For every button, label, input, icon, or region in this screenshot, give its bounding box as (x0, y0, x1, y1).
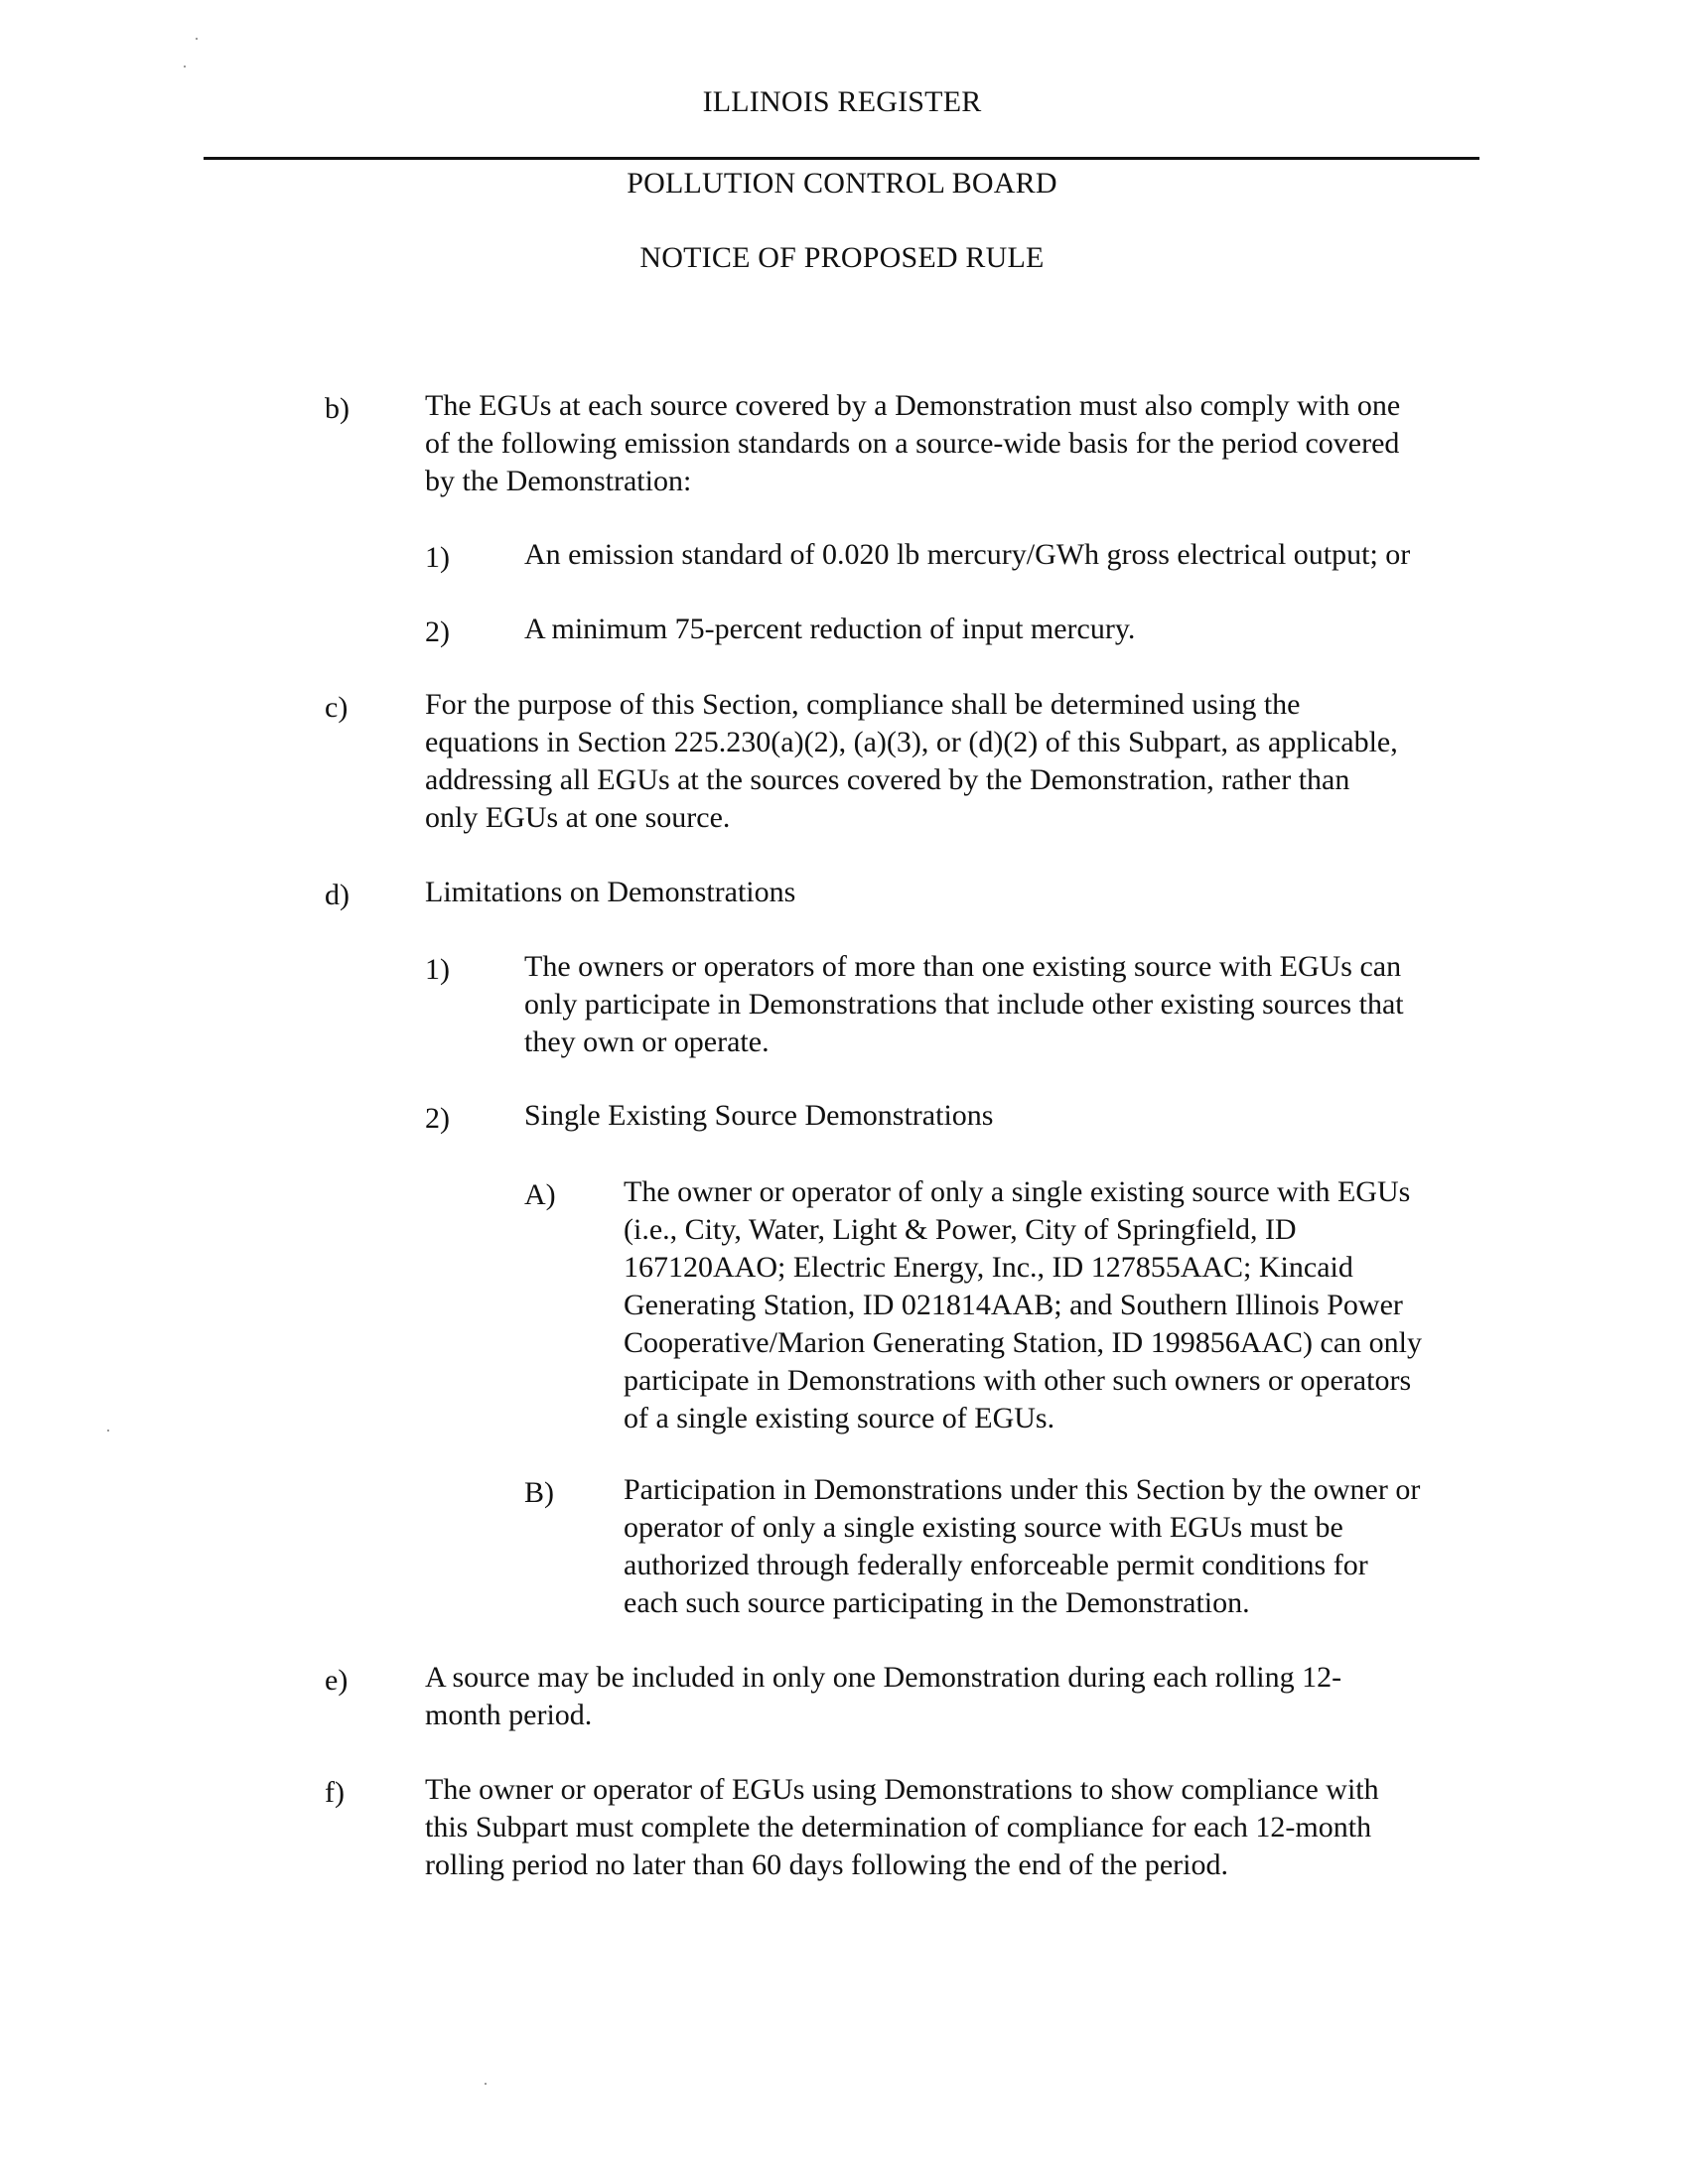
section-d-subitem-a-label: A) (524, 1178, 556, 1211)
section-e-text: A source may be included in only one Demonstration during each rolling 12- month period. (425, 1661, 1342, 1731)
notice-title: NOTICE OF PROPOSED RULE (639, 241, 1045, 274)
section-d-text: Limitations on Demonstrations (425, 876, 796, 908)
section-f-text: The owner or operator of EGUs using Demonstrations to show compliance with this Subpart must complete the determination of compliance for each 12-month rolling period no later than 60 days following the end of the period. (425, 1773, 1379, 1881)
board-title: POLLUTION CONTROL BOARD (627, 167, 1057, 200)
section-b-item-2-text: A minimum 75-percent reduction of input mercury. (524, 613, 1136, 645)
section-b-item-1-label: 1) (425, 541, 450, 574)
section-c-label: c) (325, 691, 349, 724)
section-b-item-1-text: An emission standard of 0.020 lb mercury/GWh gross electrical output; or (524, 538, 1411, 571)
section-d-item-2-text: Single Existing Source Demonstrations (524, 1099, 994, 1132)
scan-speck (196, 38, 198, 40)
section-d-subitem-a-text: The owner or operator of only a single existing source with EGUs (i.e., City, Water, Light & Power, City of Springfield, ID 167120AAO; Electric Energy, Inc., ID 127855AAC; Kincaid Generating Station, ID 021814AAB; and Southern Illinois Power Cooperative/Marion Generating Station, ID 199856AAC) can only participate in Demonstrations with other such owners or operators of a single existing source of EGUs. (624, 1175, 1422, 1434)
scan-speck (107, 1430, 109, 1432)
section-d-item-1-text: The owners or operators of more than one existing source with EGUs can only participate in Demonstrations that include other existing sources that they own or operate. (524, 950, 1404, 1058)
section-f-label: f) (325, 1776, 345, 1809)
scan-speck (184, 66, 186, 68)
section-d-subitem-b-label: B) (524, 1476, 554, 1509)
section-c-text: For the purpose of this Section, compliance shall be determined using the equations in Section 225.230(a)(2), (a)(3), or (d)(2) of this Subpart, as applicable, addressing all EGUs at the sources covered by the Demonstration, rather than only EGUs at one source. (425, 688, 1398, 834)
header-rule (204, 157, 1479, 160)
section-d-label: d) (325, 879, 350, 911)
section-b-text: The EGUs at each source covered by a Demonstration must also comply with one of the following emission standards on a source-wide basis for the period covered by the Demonstration: (425, 389, 1401, 497)
section-e-label: e) (325, 1664, 349, 1697)
section-d-item-1-label: 1) (425, 953, 450, 986)
section-d-item-2-label: 2) (425, 1102, 450, 1135)
section-b-item-2-label: 2) (425, 615, 450, 648)
register-title: ILLINOIS REGISTER (702, 85, 982, 118)
scan-speck (485, 2083, 487, 2085)
section-d-subitem-b-text: Participation in Demonstrations under this Section by the owner or operator of only a single existing source with EGUs must be authorized through federally enforceable permit conditions for each such source participating in the Demonstration. (624, 1473, 1421, 1619)
section-b-label: b) (325, 392, 350, 425)
